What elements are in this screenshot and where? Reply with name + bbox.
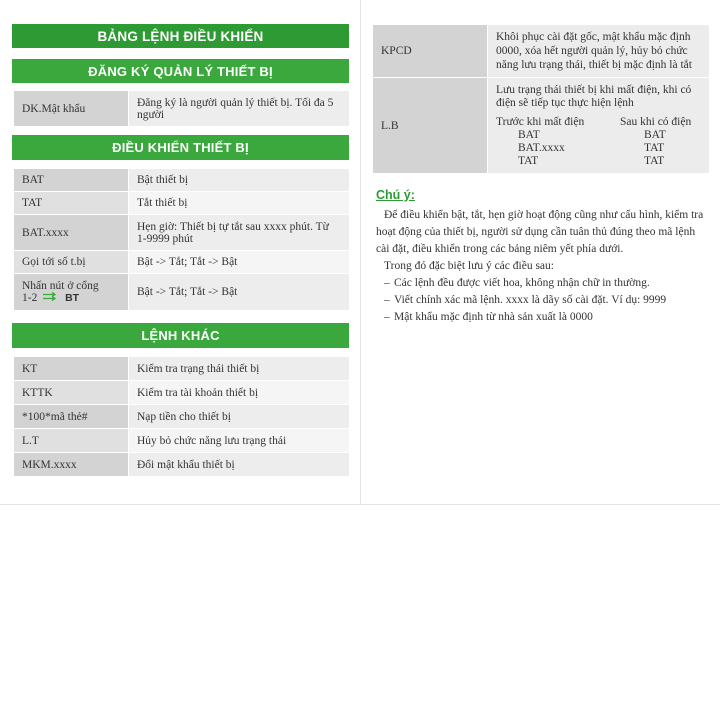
- description-cell: Kiểm tra tài khoản thiết bị: [129, 381, 350, 405]
- list-item: – Mật khẩu mặc định từ nhà sản xuất là 0000: [376, 309, 706, 326]
- lb-description: Lưu trạng thái thiết bị khi mất điện, khi có điện sẽ tiếp tục thực hiện lệnh: [496, 83, 692, 109]
- before-value: TAT: [518, 154, 539, 167]
- table-row: [14, 192, 350, 215]
- col-before-header: Trước khi mất điện: [496, 115, 585, 128]
- note-intro: Để điều khiển bật, tắt, hẹn giờ hoạt động cũng như cấu hình, kiểm tra hoạt động của thiết bị, người sử dụng cần tuân thủ đúng theo mã lệnh cài đặt, điều khiển trong các bảng niêm yết phía dưới.: [376, 209, 704, 255]
- description-cell: Bật -> Tắt; Tắt -> Bật: [129, 274, 350, 311]
- table-row: [14, 357, 350, 381]
- after-value: TAT: [644, 154, 665, 167]
- table-row: [14, 251, 350, 274]
- command-cell: Gọi tới số t.bị: [14, 251, 129, 274]
- lb-pair-row: [496, 155, 701, 168]
- description-cell: Hẹn giờ: Thiết bị tự tắt sau xxxx phút. Từ 1-9999 phút: [129, 215, 350, 251]
- col-after-header: Sau khi có điện: [620, 115, 692, 128]
- column-divider: [360, 0, 361, 505]
- list-item: – Viết chính xác mã lệnh. xxxx là dãy số cài đặt. Ví dụ: 9999: [376, 292, 706, 309]
- control-table: [13, 168, 350, 311]
- command-cell: KT: [14, 357, 129, 381]
- note-list: [376, 275, 706, 326]
- description-cell: Nạp tiền cho thiết bị: [129, 405, 350, 429]
- command-line-1: Nhấn nút ở cổng: [22, 279, 99, 292]
- command-cell: KPCD: [373, 25, 488, 78]
- description-cell: [488, 78, 710, 174]
- before-value: BAT.xxxx: [518, 141, 565, 154]
- note-lead: Trong đó đặc biệt lưu ý các điều sau:: [384, 260, 554, 272]
- command-cell: *100*mã thẻ#: [14, 405, 129, 429]
- other-table: [13, 356, 350, 477]
- description-cell: Tắt thiết bị: [129, 192, 350, 215]
- section-control-header: ĐIỀU KHIỂN THIẾT BỊ: [12, 135, 349, 160]
- description-cell: Bật -> Tắt; Tắt -> Bật: [129, 251, 350, 274]
- command-cell: BAT: [14, 169, 129, 192]
- note-body: [376, 207, 706, 326]
- table-row: [14, 169, 350, 192]
- after-value: TAT: [644, 141, 665, 154]
- restore-storage-table: [372, 24, 710, 174]
- main-title: BẢNG LỆNH ĐIỀU KHIỂN: [12, 24, 349, 48]
- command-cell: L.B: [373, 78, 488, 174]
- table-row: [14, 274, 350, 311]
- table-row: [14, 453, 350, 477]
- command-cell: [14, 274, 129, 311]
- table-row: [14, 405, 350, 429]
- table-row: [14, 215, 350, 251]
- lb-column-headers: [496, 116, 701, 129]
- description-cell: Kiểm tra trạng thái thiết bị: [129, 357, 350, 381]
- table-row: [14, 91, 350, 127]
- description-cell: Khôi phục cài đặt gốc, mật khẩu mặc định 0000, xóa hết người quản lý, hủy bỏ chức năng lưu trạng thái, thiết bị mặc định là tắt: [488, 25, 710, 78]
- command-cell: DK.Mật khẩu: [14, 91, 129, 127]
- command-cell: L.T: [14, 429, 129, 453]
- double-arrow-icon: [43, 292, 59, 304]
- list-item: – Các lệnh đều được viết hoa, không nhận chữ in thường.: [376, 275, 706, 292]
- table-row: [14, 429, 350, 453]
- port-label: BT: [65, 291, 80, 304]
- table-row: [373, 78, 710, 174]
- command-cell: TAT: [14, 192, 129, 215]
- note-title: Chú ý:: [376, 188, 415, 202]
- command-cell: BAT.xxxx: [14, 215, 129, 251]
- description-cell: Đổi mật khẩu thiết bị: [129, 453, 350, 477]
- description-cell: Đăng ký là người quản lý thiết bị. Tối đa 5 người: [129, 91, 350, 127]
- after-value: BAT: [644, 128, 666, 141]
- section-register-header: ĐĂNG KÝ QUẢN LÝ THIẾT BỊ: [12, 59, 349, 83]
- description-cell: Hủy bỏ chức năng lưu trạng thái: [129, 429, 350, 453]
- command-line-2: 1-2: [22, 291, 38, 304]
- table-row: [14, 381, 350, 405]
- section-other-header: LỆNH KHÁC: [12, 323, 349, 348]
- register-table: [13, 90, 350, 127]
- before-value: BAT: [518, 128, 540, 141]
- command-cell: KTTK: [14, 381, 129, 405]
- lb-pair-row: [496, 129, 701, 142]
- command-cell: MKM.xxxx: [14, 453, 129, 477]
- description-cell: Bật thiết bị: [129, 169, 350, 192]
- table-row: [373, 25, 710, 78]
- bottom-divider: [0, 504, 720, 505]
- lb-pair-row: [496, 142, 701, 155]
